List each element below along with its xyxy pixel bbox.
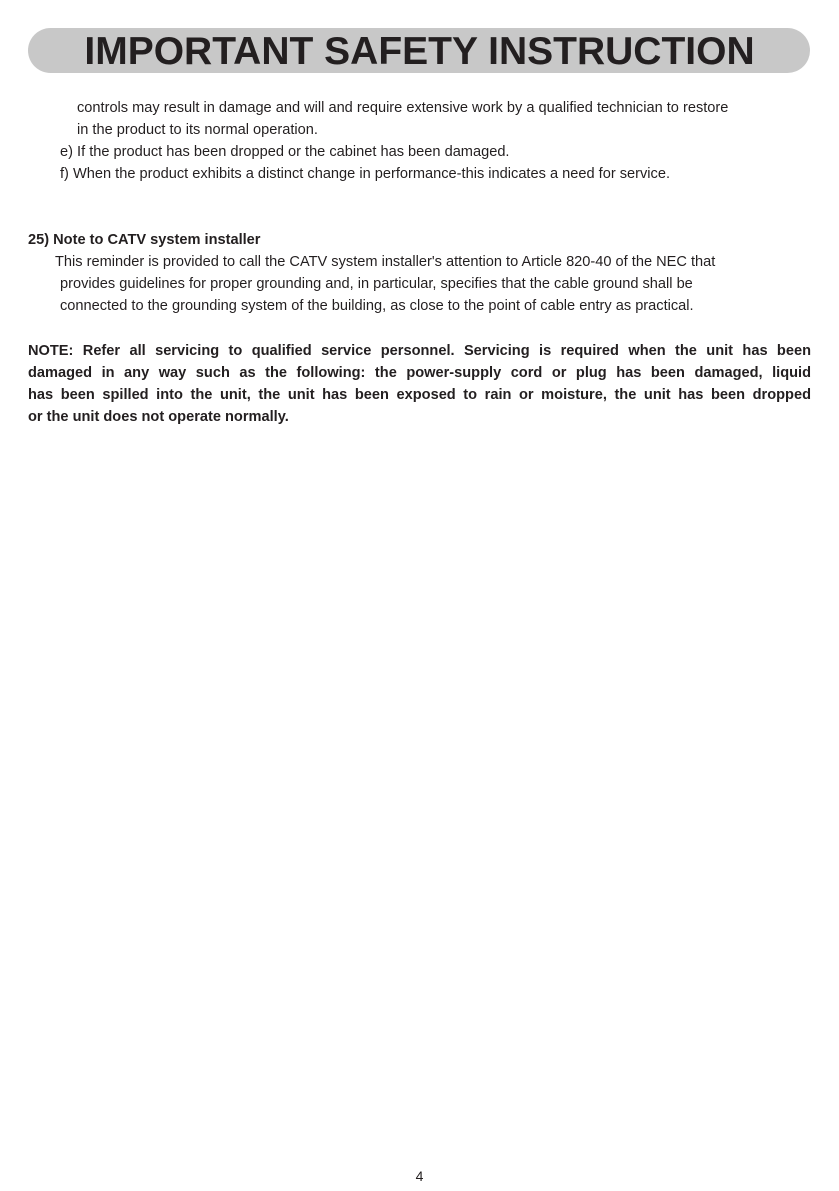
- service-note-line-3: has been spilled into the unit, the unit has been exposed to rain or moisture, the unit has been dropped: [28, 387, 811, 403]
- continuation-line-1: controls may result in damage and will and require extensive work by a qualified technician to restore: [77, 100, 729, 116]
- page-number: 4: [415, 1168, 424, 1184]
- continuation-line-2: in the product to its normal operation.: [77, 122, 318, 138]
- service-note: [28, 340, 811, 428]
- service-note-line-4: or the unit does not operate normally.: [28, 409, 289, 425]
- page-title: IMPORTANT SAFETY INSTRUCTION: [84, 30, 755, 73]
- list-item-f: f) When the product exhibits a distinct change in performance-this indicates a need for service.: [60, 166, 671, 182]
- section-25-line-2: provides guidelines for proper grounding and, in particular, specifies that the cable ground shall be: [60, 276, 693, 292]
- section-25-line-1: This reminder is provided to call the CATV system installer's attention to Article 820-40 of the NEC that: [55, 254, 716, 270]
- service-note-line-2: damaged in any way such as the following: the power-supply cord or plug has been damaged, liquid: [28, 365, 811, 381]
- section-25-line-3: connected to the grounding system of the building, as close to the point of cable entry as practical.: [60, 298, 694, 314]
- section-25-heading: 25) Note to CATV system installer: [28, 232, 261, 248]
- service-note-line-1: NOTE: Refer all servicing to qualified service personnel. Servicing is required when the unit has been: [28, 343, 811, 359]
- list-item-e: e) If the product has been dropped or the cabinet has been damaged.: [60, 144, 510, 160]
